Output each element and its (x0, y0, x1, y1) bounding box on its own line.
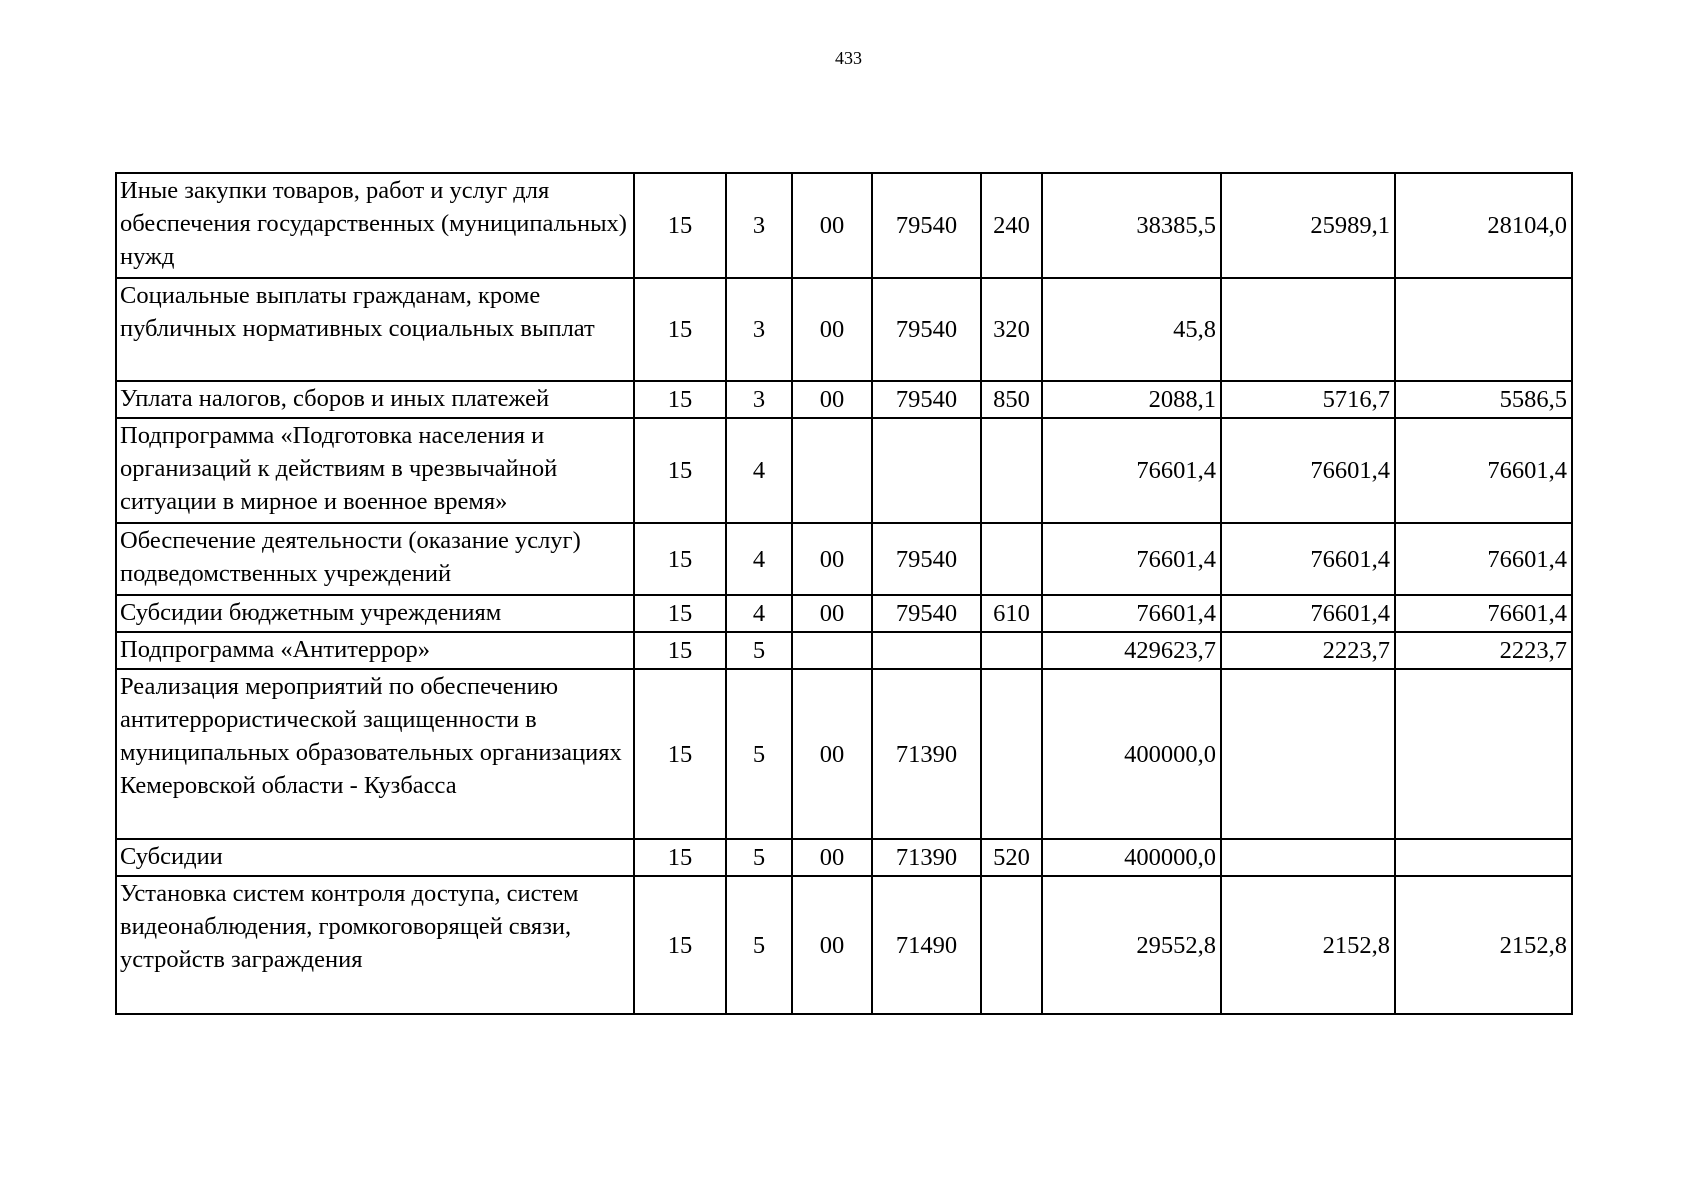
expense-type-cell: 520 (981, 839, 1042, 876)
table-row (116, 839, 1572, 876)
direction-cell: 00 (792, 839, 872, 876)
row-name-cell: Реализация мероприятий по обеспечению антитеррористической защищенности в муниципальных образовательных организациях Кемеровской области - Кузбасса (116, 669, 634, 839)
amount-year1-cell: 400000,0 (1042, 669, 1221, 839)
subprogram-cell: 4 (726, 595, 792, 632)
amount-year3-cell: 76601,4 (1395, 418, 1572, 523)
expense-type-cell (981, 669, 1042, 839)
amount-year1-cell: 2088,1 (1042, 381, 1221, 418)
expense-code-cell: 71490 (872, 876, 981, 1014)
direction-cell: 00 (792, 278, 872, 381)
direction-cell: 00 (792, 669, 872, 839)
expense-type-cell: 850 (981, 381, 1042, 418)
amount-year3-cell: 2223,7 (1395, 632, 1572, 669)
program-cell: 15 (634, 523, 726, 595)
amount-year3-cell: 76601,4 (1395, 523, 1572, 595)
direction-cell: 00 (792, 595, 872, 632)
direction-cell: 00 (792, 523, 872, 595)
row-name-cell: Социальные выплаты гражданам, кроме публичных нормативных социальных выплат (116, 278, 634, 381)
row-name-cell: Субсидии (116, 839, 634, 876)
amount-year3-cell: 28104,0 (1395, 173, 1572, 278)
expense-code-cell: 71390 (872, 669, 981, 839)
row-name-cell: Обеспечение деятельности (оказание услуг) подведомственных учреждений (116, 523, 634, 595)
subprogram-cell: 4 (726, 418, 792, 523)
amount-year2-cell: 5716,7 (1221, 381, 1395, 418)
expense-code-cell: 79540 (872, 523, 981, 595)
row-name-cell: Подпрограмма «Антитеррор» (116, 632, 634, 669)
amount-year2-cell: 76601,4 (1221, 523, 1395, 595)
expense-type-cell (981, 523, 1042, 595)
expense-type-cell: 240 (981, 173, 1042, 278)
program-cell: 15 (634, 595, 726, 632)
budget-table (115, 172, 1573, 1015)
amount-year1-cell: 400000,0 (1042, 839, 1221, 876)
expense-type-cell (981, 418, 1042, 523)
row-name-cell: Уплата налогов, сборов и иных платежей (116, 381, 634, 418)
row-name-cell: Иные закупки товаров, работ и услуг для обеспечения государственных (муниципальных) нужд (116, 173, 634, 278)
expense-type-cell (981, 632, 1042, 669)
subprogram-cell: 3 (726, 173, 792, 278)
expense-code-cell: 79540 (872, 595, 981, 632)
amount-year1-cell: 38385,5 (1042, 173, 1221, 278)
table-row (116, 876, 1572, 1014)
table-row (116, 669, 1572, 839)
amount-year2-cell (1221, 278, 1395, 381)
amount-year3-cell: 76601,4 (1395, 595, 1572, 632)
expense-code-cell (872, 632, 981, 669)
page-number: 433 (835, 48, 862, 68)
amount-year1-cell: 76601,4 (1042, 418, 1221, 523)
expense-code-cell: 79540 (872, 173, 981, 278)
program-cell: 15 (634, 632, 726, 669)
amount-year2-cell: 76601,4 (1221, 595, 1395, 632)
amount-year1-cell: 76601,4 (1042, 523, 1221, 595)
subprogram-cell: 4 (726, 523, 792, 595)
expense-code-cell: 79540 (872, 381, 981, 418)
subprogram-cell: 5 (726, 876, 792, 1014)
amount-year1-cell: 76601,4 (1042, 595, 1221, 632)
table-row (116, 381, 1572, 418)
table-row (116, 173, 1572, 278)
amount-year3-cell (1395, 839, 1572, 876)
amount-year2-cell: 25989,1 (1221, 173, 1395, 278)
subprogram-cell: 3 (726, 381, 792, 418)
expense-code-cell (872, 418, 981, 523)
expense-code-cell: 71390 (872, 839, 981, 876)
row-name-cell: Подпрограмма «Подготовка населения и организаций к действиям в чрезвычайной ситуации в мирное и военное время» (116, 418, 634, 523)
program-cell: 15 (634, 278, 726, 381)
budget-table-body (116, 173, 1572, 1014)
program-cell: 15 (634, 418, 726, 523)
row-name-cell: Субсидии бюджетным учреждениям (116, 595, 634, 632)
table-row (116, 523, 1572, 595)
amount-year1-cell: 45,8 (1042, 278, 1221, 381)
program-cell: 15 (634, 173, 726, 278)
table-row (116, 595, 1572, 632)
amount-year1-cell: 29552,8 (1042, 876, 1221, 1014)
program-cell: 15 (634, 876, 726, 1014)
program-cell: 15 (634, 669, 726, 839)
expense-code-cell: 79540 (872, 278, 981, 381)
amount-year2-cell: 76601,4 (1221, 418, 1395, 523)
subprogram-cell: 5 (726, 669, 792, 839)
subprogram-cell: 5 (726, 839, 792, 876)
direction-cell: 00 (792, 876, 872, 1014)
amount-year1-cell: 429623,7 (1042, 632, 1221, 669)
table-row (116, 278, 1572, 381)
direction-cell (792, 418, 872, 523)
table-row (116, 418, 1572, 523)
subprogram-cell: 3 (726, 278, 792, 381)
amount-year2-cell (1221, 839, 1395, 876)
direction-cell: 00 (792, 173, 872, 278)
amount-year3-cell (1395, 278, 1572, 381)
amount-year2-cell: 2223,7 (1221, 632, 1395, 669)
subprogram-cell: 5 (726, 632, 792, 669)
amount-year3-cell (1395, 669, 1572, 839)
direction-cell: 00 (792, 381, 872, 418)
table-row (116, 632, 1572, 669)
amount-year2-cell (1221, 669, 1395, 839)
expense-type-cell: 320 (981, 278, 1042, 381)
direction-cell (792, 632, 872, 669)
row-name-cell: Установка систем контроля доступа, систем видеонаблюдения, громкоговорящей связи, устройств заграждения (116, 876, 634, 1014)
expense-type-cell: 610 (981, 595, 1042, 632)
expense-type-cell (981, 876, 1042, 1014)
amount-year3-cell: 5586,5 (1395, 381, 1572, 418)
amount-year3-cell: 2152,8 (1395, 876, 1572, 1014)
amount-year2-cell: 2152,8 (1221, 876, 1395, 1014)
program-cell: 15 (634, 839, 726, 876)
program-cell: 15 (634, 381, 726, 418)
